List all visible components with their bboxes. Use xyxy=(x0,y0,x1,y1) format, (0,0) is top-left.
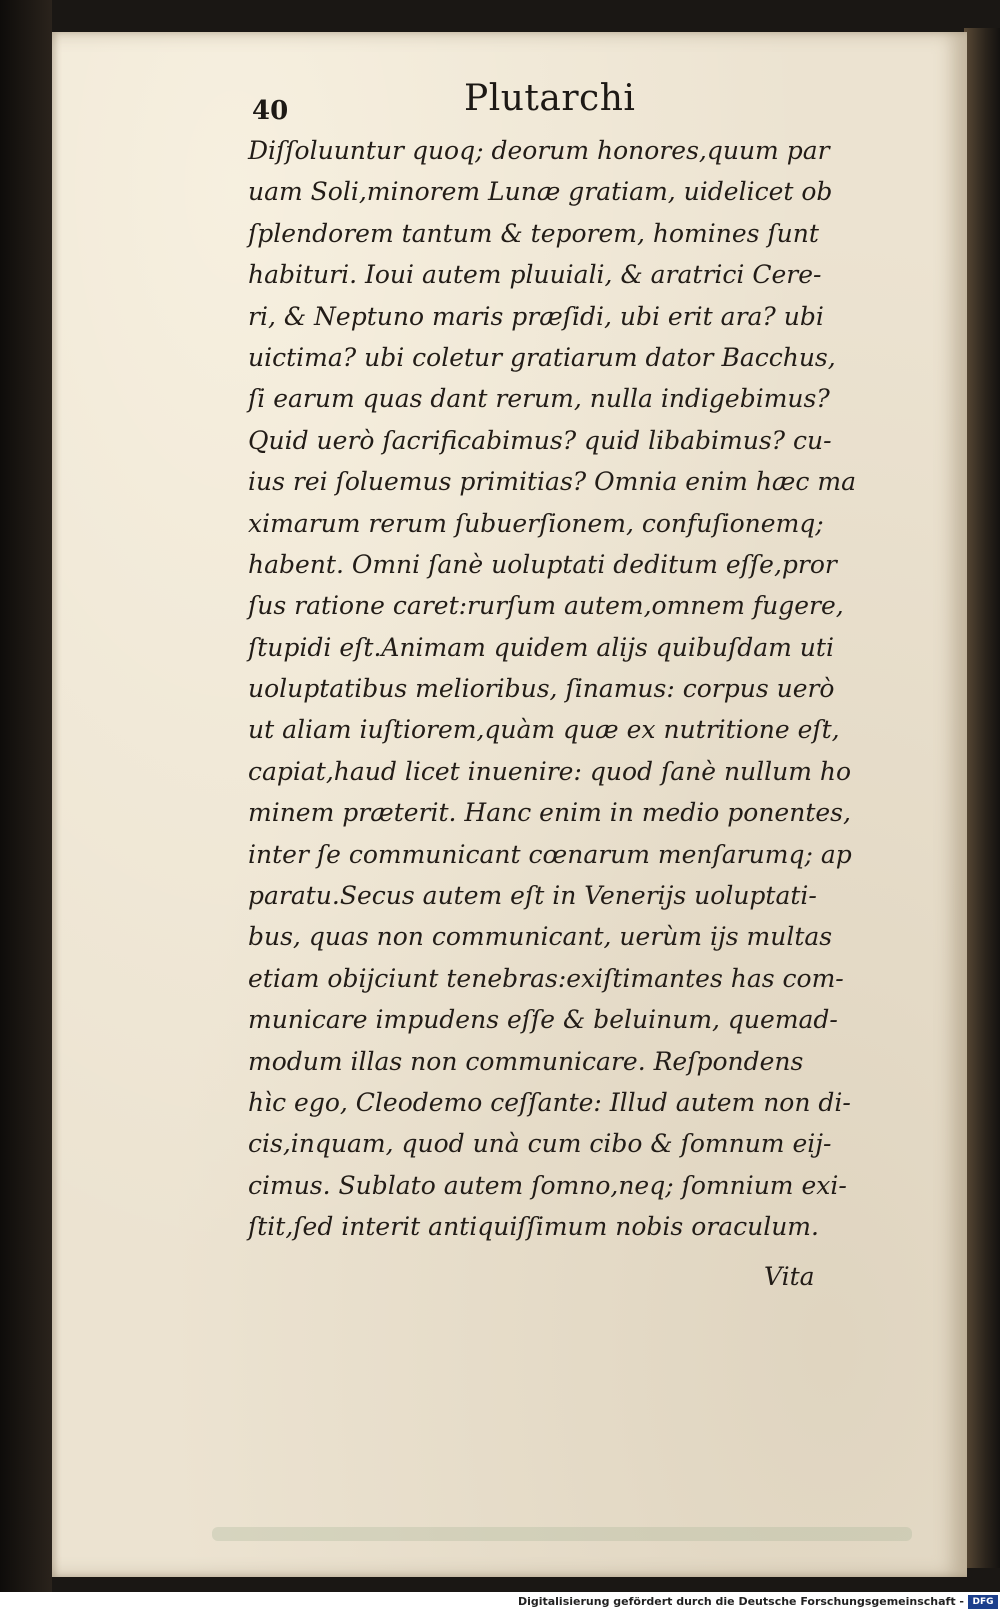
text-line: uictima? ubi coletur gratiarum dator Bacchus, xyxy=(248,342,836,372)
text-line: habituri. Ioui autem pluuiali, & aratrici Cere- xyxy=(248,260,822,290)
text-line: ri, & Neptuno maris præſidi, ubi erit ara? ubi xyxy=(248,301,824,331)
text-line: modum illas non communicare. Reſpondens xyxy=(248,1046,804,1076)
page-number: 40 xyxy=(252,96,289,126)
text-line: habent. Omni ſanè uoluptati deditum eſſe,pror xyxy=(248,549,837,579)
text-line: ximarum rerum ſubuerſionem, confuſionemq; xyxy=(248,508,824,538)
text-line: minem præterit. Hanc enim in medio ponentes, xyxy=(248,798,851,828)
dfg-logo: DFG xyxy=(968,1595,998,1609)
text-line: Diſſoluuntur quoq; deorum honores,quum par xyxy=(248,136,830,165)
text-line: cimus. Sublato autem ſomno,neq; ſomnium exi- xyxy=(248,1170,847,1200)
text-line: uam Soli,minorem Lunæ gratiam, uidelicet ob xyxy=(248,177,833,207)
page-edge xyxy=(964,28,1000,1568)
text-line: paratu.Secus autem eſt in Venerijs uoluptati- xyxy=(248,881,817,911)
text-line: uoluptatibus melioribus, ſinamus: corpus uerò xyxy=(248,674,835,704)
page-stain xyxy=(212,1527,912,1541)
text-line: ius rei ſoluemus primitias? Omnia enim hæc ma xyxy=(248,467,856,497)
text-line: cis,inquam, quod unà cum cibo & ſomnum eij- xyxy=(248,1129,832,1159)
catchword: Vita xyxy=(764,1262,815,1291)
text-line: ſplendorem tantum & teporem, homines ſunt xyxy=(248,218,819,248)
text-line: ſtupidi eſt.Animam quidem alijs quibuſdam uti xyxy=(248,632,834,662)
text-line: hìc ego, Cleodemo ceſſante: Illud autem non di- xyxy=(248,1087,851,1117)
running-head xyxy=(252,78,692,130)
funding-credit: Digitalisierung gefördert durch die Deutsche Forschungsgemeinschaft - xyxy=(517,1595,964,1608)
text-line: ſtit,ſed interit antiquiſſimum nobis oraculum. xyxy=(248,1212,819,1242)
text-line: ut aliam iuſtiorem,quàm quæ ex nutritione eſt, xyxy=(248,715,840,745)
digitization-footer xyxy=(0,1592,1000,1615)
binding-shadow xyxy=(0,0,52,1592)
body-text xyxy=(248,130,856,1248)
running-title: Plutarchi xyxy=(464,78,636,119)
text-line: capiat,haud licet inuenire: quod ſanè nullum ho xyxy=(248,756,852,786)
text-line: ſus ratione caret:rurſum autem,omnem fugere, xyxy=(248,591,844,621)
text-line: Quid uerò ſacrificabimus? quid libabimus? cu- xyxy=(248,425,832,455)
text-line: inter ſe communicant cœnarum menſarumq; ap xyxy=(248,839,852,869)
text-line: bus, quas non communicant, uerùm ijs multas xyxy=(248,922,833,952)
text-line: municare impudens eſſe & beluinum, quemad- xyxy=(248,1005,838,1035)
text-line: etiam obijciunt tenebras:exiſtimantes has com- xyxy=(248,963,844,993)
text-line: ſi earum quas dant rerum, nulla indigebimus? xyxy=(248,384,830,414)
